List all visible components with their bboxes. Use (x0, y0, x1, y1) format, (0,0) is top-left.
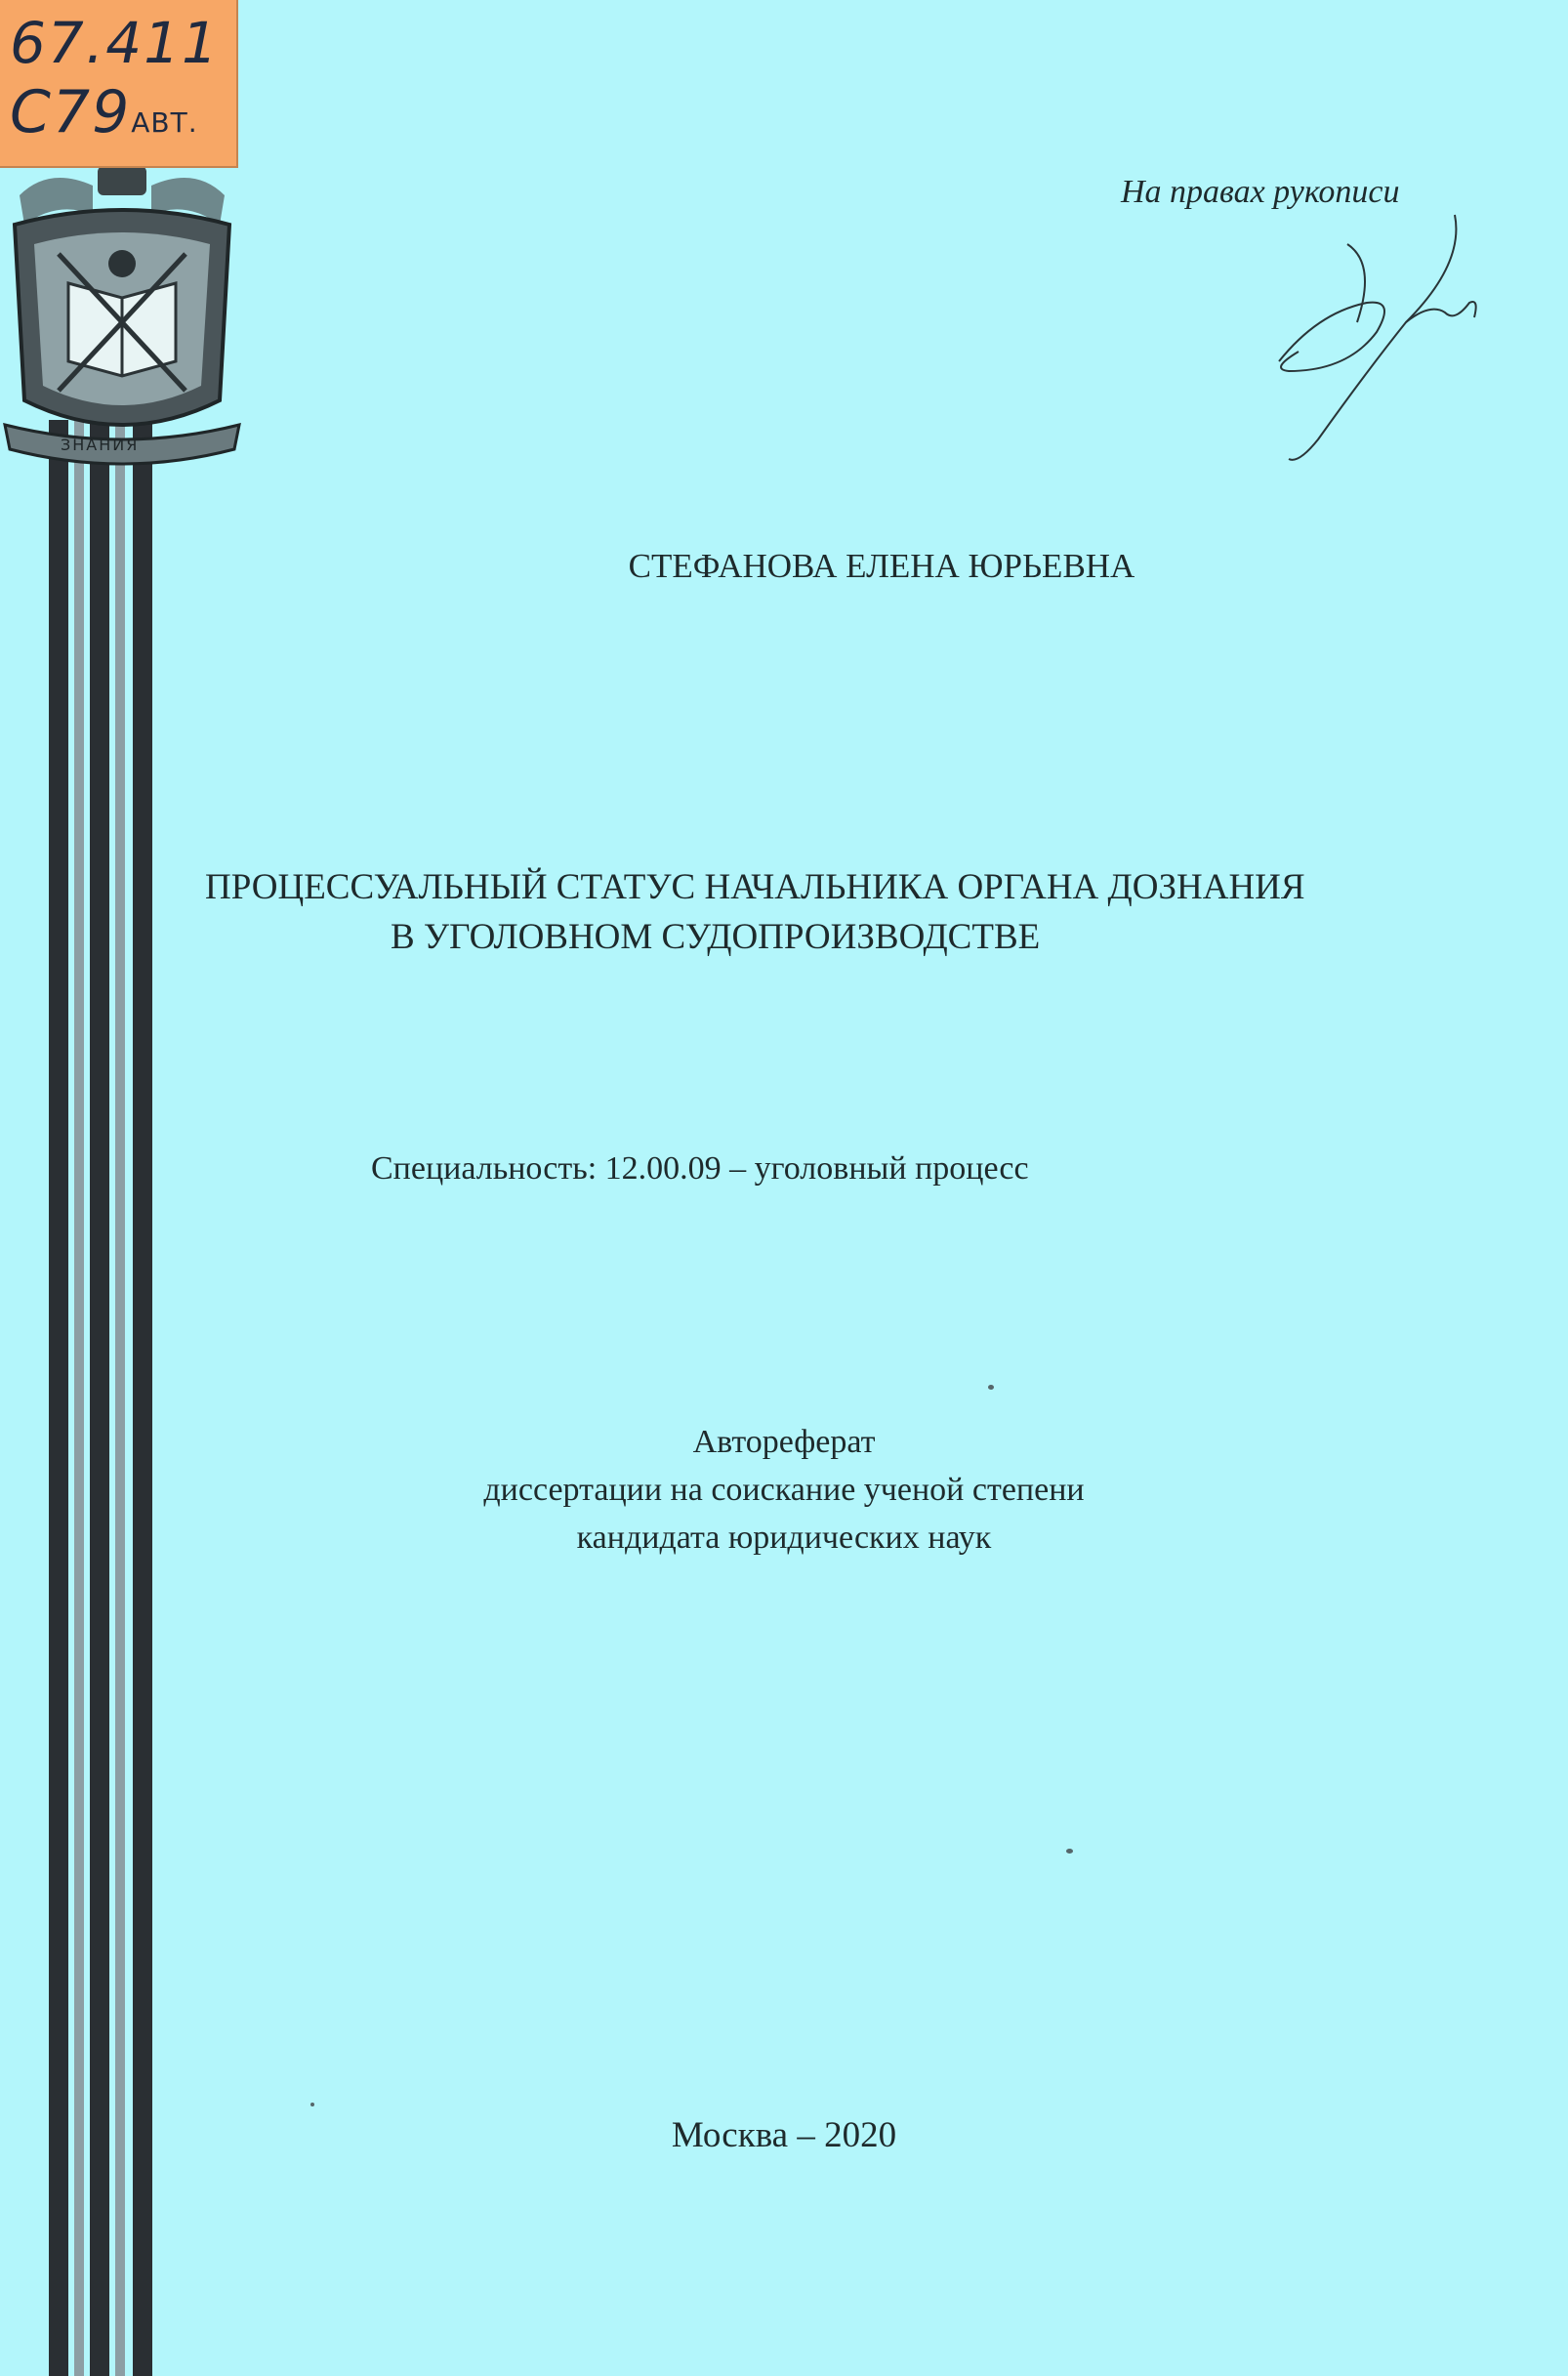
abstract-heading: Автореферат (692, 1424, 876, 1460)
binding-emblem (0, 0, 254, 2376)
author-name: СТЕФАНОВА ЕЛЕНА ЮРЬЕВНА (628, 547, 1135, 585)
city-year: Москва – 2020 (671, 2115, 897, 2155)
academy-crest-icon (0, 156, 244, 469)
call-number-line-1: 67.411 (10, 10, 220, 76)
ribbon-stripe (49, 420, 68, 2376)
ribbon-stripe (133, 420, 152, 2376)
call-number-line-2 (10, 78, 198, 146)
ribbon-stripe (115, 420, 125, 2376)
abstract-degree-line-1: диссертации на соискание ученой степени (483, 1472, 1085, 1508)
scan-speck (1066, 1849, 1073, 1854)
manuscript-rights-note: На правах рукописи (1121, 174, 1400, 210)
crest-motto: ЗНАНИЯ (61, 436, 140, 454)
specialty-line: Специальность: 12.00.09 – уголовный процесс (371, 1150, 1029, 1187)
scan-speck (988, 1385, 994, 1390)
call-number-code: С79 (10, 78, 132, 146)
library-call-number-sticker (0, 0, 238, 168)
ribbon-stripe (90, 420, 109, 2376)
call-number-suffix: АВТ. (131, 106, 198, 139)
author-signature-icon (1259, 205, 1513, 469)
abstract-degree-line-2: кандидата юридических наук (576, 1520, 992, 1556)
ribbon-stripe (74, 420, 84, 2376)
dissertation-title-line-1: ПРОЦЕССУАЛЬНЫЙ СТАТУС НАЧАЛЬНИКА ОРГАНА ДОЗНАНИЯ (205, 867, 1305, 907)
dissertation-title-line-2: В УГОЛОВНОМ СУДОПРОИЗВОДСТВЕ (391, 917, 1041, 957)
scan-speck (310, 2103, 314, 2106)
